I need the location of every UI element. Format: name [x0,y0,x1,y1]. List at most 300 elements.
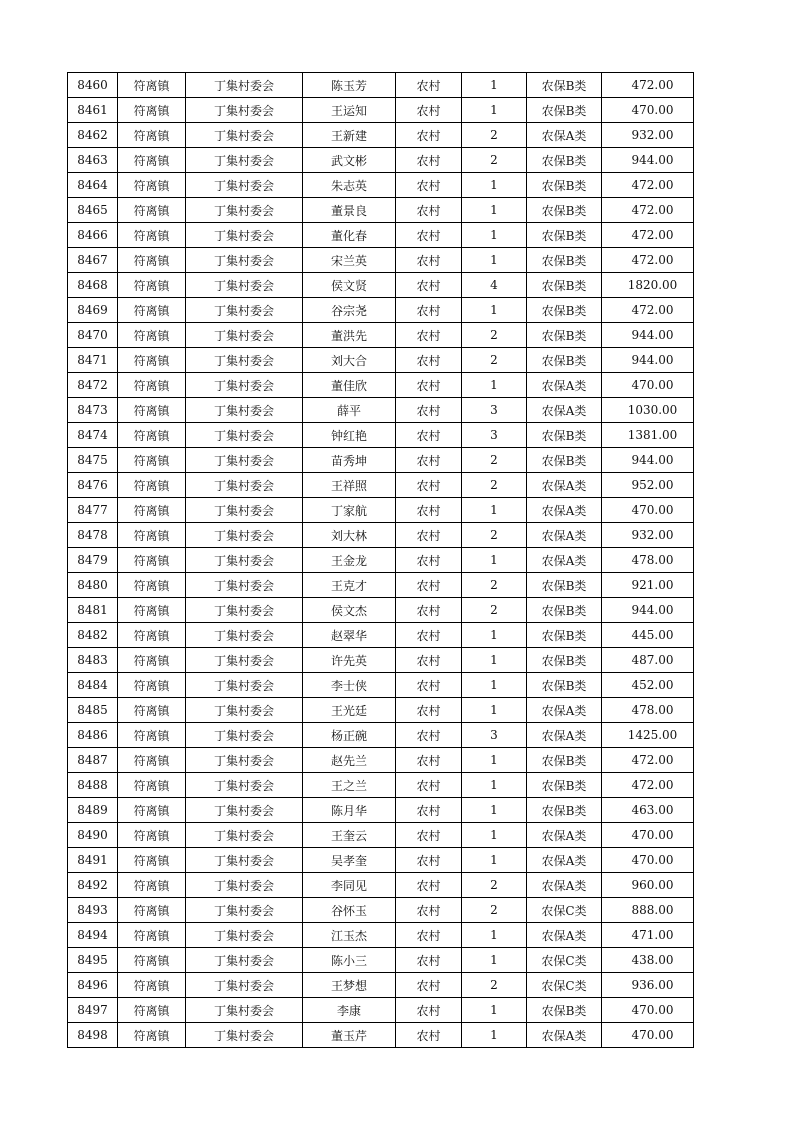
insurance-category-cell: 农保B类 [527,273,602,298]
town-cell: 符离镇 [118,148,186,173]
table-row [68,123,694,148]
table-row [68,498,694,523]
village-committee-cell: 丁集村委会 [186,173,303,198]
row-number-cell: 8463 [68,148,118,173]
village-committee-cell: 丁集村委会 [186,598,303,623]
name-cell: 谷怀玉 [303,898,396,923]
row-number-cell: 8466 [68,223,118,248]
insurance-category-cell: 农保B类 [527,423,602,448]
name-cell: 刘大林 [303,523,396,548]
town-cell: 符离镇 [118,298,186,323]
row-number-cell: 8470 [68,323,118,348]
household-count-cell: 2 [462,873,527,898]
household-count-cell: 1 [462,998,527,1023]
amount-cell: 470.00 [602,98,694,123]
village-committee-cell: 丁集村委会 [186,523,303,548]
area-type-cell: 农村 [396,723,462,748]
row-number-cell: 8485 [68,698,118,723]
name-cell: 王运知 [303,98,396,123]
name-cell: 赵翠华 [303,623,396,648]
household-count-cell: 2 [462,348,527,373]
row-number-cell: 8464 [68,173,118,198]
village-committee-cell: 丁集村委会 [186,848,303,873]
table-row [68,798,694,823]
household-count-cell: 1 [462,848,527,873]
row-number-cell: 8487 [68,748,118,773]
town-cell: 符离镇 [118,573,186,598]
row-number-cell: 8481 [68,598,118,623]
town-cell: 符离镇 [118,698,186,723]
area-type-cell: 农村 [396,548,462,573]
name-cell: 李士侠 [303,673,396,698]
area-type-cell: 农村 [396,498,462,523]
town-cell: 符离镇 [118,473,186,498]
table-row [68,773,694,798]
area-type-cell: 农村 [396,923,462,948]
town-cell: 符离镇 [118,598,186,623]
amount-cell: 472.00 [602,73,694,98]
amount-cell: 438.00 [602,948,694,973]
row-number-cell: 8462 [68,123,118,148]
amount-cell: 470.00 [602,373,694,398]
town-cell: 符离镇 [118,123,186,148]
area-type-cell: 农村 [396,148,462,173]
table-row [68,198,694,223]
row-number-cell: 8493 [68,898,118,923]
insurance-category-cell: 农保A类 [527,523,602,548]
name-cell: 赵先兰 [303,748,396,773]
table-row [68,248,694,273]
town-cell: 符离镇 [118,98,186,123]
household-count-cell: 1 [462,748,527,773]
town-cell: 符离镇 [118,623,186,648]
village-committee-cell: 丁集村委会 [186,623,303,648]
area-type-cell: 农村 [396,73,462,98]
name-cell: 王克才 [303,573,396,598]
household-count-cell: 1 [462,923,527,948]
name-cell: 董景良 [303,198,396,223]
amount-cell: 1381.00 [602,423,694,448]
household-count-cell: 1 [462,773,527,798]
name-cell: 江玉杰 [303,923,396,948]
village-committee-cell: 丁集村委会 [186,473,303,498]
name-cell: 侯文杰 [303,598,396,623]
town-cell: 符离镇 [118,198,186,223]
insurance-category-cell: 农保A类 [527,398,602,423]
insurance-category-cell: 农保C类 [527,973,602,998]
town-cell: 符离镇 [118,748,186,773]
household-count-cell: 1 [462,548,527,573]
insurance-category-cell: 农保A类 [527,923,602,948]
name-cell: 董化春 [303,223,396,248]
name-cell: 王之兰 [303,773,396,798]
table-row [68,873,694,898]
town-cell: 符离镇 [118,423,186,448]
amount-cell: 470.00 [602,998,694,1023]
amount-cell: 952.00 [602,473,694,498]
table-row [68,973,694,998]
area-type-cell: 农村 [396,573,462,598]
name-cell: 董玉芹 [303,1023,396,1048]
amount-cell: 921.00 [602,573,694,598]
village-committee-cell: 丁集村委会 [186,873,303,898]
town-cell: 符离镇 [118,448,186,473]
amount-cell: 470.00 [602,848,694,873]
area-type-cell: 农村 [396,173,462,198]
village-committee-cell: 丁集村委会 [186,773,303,798]
name-cell: 李康 [303,998,396,1023]
town-cell: 符离镇 [118,323,186,348]
row-number-cell: 8479 [68,548,118,573]
amount-cell: 1030.00 [602,398,694,423]
household-count-cell: 1 [462,698,527,723]
household-count-cell: 1 [462,623,527,648]
village-committee-cell: 丁集村委会 [186,348,303,373]
amount-cell: 944.00 [602,348,694,373]
table-row [68,223,694,248]
village-committee-cell: 丁集村委会 [186,248,303,273]
area-type-cell: 农村 [396,998,462,1023]
household-count-cell: 4 [462,273,527,298]
table-row [68,823,694,848]
household-count-cell: 1 [462,648,527,673]
insurance-category-cell: 农保B类 [527,598,602,623]
amount-cell: 471.00 [602,923,694,948]
household-count-cell: 2 [462,123,527,148]
town-cell: 符离镇 [118,523,186,548]
row-number-cell: 8478 [68,523,118,548]
table-row [68,723,694,748]
name-cell: 董佳欣 [303,373,396,398]
village-committee-cell: 丁集村委会 [186,648,303,673]
name-cell: 宋兰英 [303,248,396,273]
table-row [68,148,694,173]
row-number-cell: 8483 [68,648,118,673]
name-cell: 陈小三 [303,948,396,973]
table-row [68,648,694,673]
row-number-cell: 8492 [68,873,118,898]
insurance-category-cell: 农保B类 [527,623,602,648]
table-row [68,948,694,973]
table-row [68,98,694,123]
insurance-category-cell: 农保A类 [527,498,602,523]
area-type-cell: 农村 [396,348,462,373]
household-count-cell: 1 [462,373,527,398]
area-type-cell: 农村 [396,448,462,473]
village-committee-cell: 丁集村委会 [186,498,303,523]
row-number-cell: 8498 [68,1023,118,1048]
table-row [68,573,694,598]
insurance-category-cell: 农保A类 [527,123,602,148]
amount-cell: 472.00 [602,198,694,223]
area-type-cell: 农村 [396,198,462,223]
area-type-cell: 农村 [396,323,462,348]
row-number-cell: 8488 [68,773,118,798]
insurance-category-cell: 农保A类 [527,723,602,748]
name-cell: 王奎云 [303,823,396,848]
amount-cell: 445.00 [602,623,694,648]
insurance-category-cell: 农保B类 [527,98,602,123]
insurance-category-cell: 农保A类 [527,1023,602,1048]
table-row [68,423,694,448]
name-cell: 陈月华 [303,798,396,823]
row-number-cell: 8465 [68,198,118,223]
village-committee-cell: 丁集村委会 [186,298,303,323]
table-row [68,923,694,948]
insurance-category-cell: 农保B类 [527,173,602,198]
table-body [68,73,694,1048]
row-number-cell: 8484 [68,673,118,698]
household-count-cell: 2 [462,323,527,348]
village-committee-cell: 丁集村委会 [186,998,303,1023]
amount-cell: 472.00 [602,748,694,773]
household-count-cell: 1 [462,298,527,323]
village-committee-cell: 丁集村委会 [186,548,303,573]
household-count-cell: 3 [462,423,527,448]
village-committee-cell: 丁集村委会 [186,823,303,848]
town-cell: 符离镇 [118,798,186,823]
name-cell: 王光廷 [303,698,396,723]
row-number-cell: 8480 [68,573,118,598]
table-row [68,273,694,298]
row-number-cell: 8491 [68,848,118,873]
household-count-cell: 1 [462,173,527,198]
town-cell: 符离镇 [118,548,186,573]
row-number-cell: 8494 [68,923,118,948]
village-committee-cell: 丁集村委会 [186,273,303,298]
name-cell: 王金龙 [303,548,396,573]
area-type-cell: 农村 [396,748,462,773]
insurance-category-cell: 农保B类 [527,148,602,173]
amount-cell: 936.00 [602,973,694,998]
name-cell: 薛平 [303,398,396,423]
town-cell: 符离镇 [118,948,186,973]
village-committee-cell: 丁集村委会 [186,223,303,248]
name-cell: 王新建 [303,123,396,148]
name-cell: 侯文贤 [303,273,396,298]
insurance-category-cell: 农保B类 [527,248,602,273]
village-committee-cell: 丁集村委会 [186,98,303,123]
amount-cell: 463.00 [602,798,694,823]
row-number-cell: 8460 [68,73,118,98]
insurance-category-cell: 农保B类 [527,748,602,773]
village-committee-cell: 丁集村委会 [186,898,303,923]
village-committee-cell: 丁集村委会 [186,398,303,423]
amount-cell: 932.00 [602,523,694,548]
row-number-cell: 8486 [68,723,118,748]
table-row [68,1023,694,1048]
household-count-cell: 1 [462,198,527,223]
amount-cell: 1425.00 [602,723,694,748]
table-row [68,523,694,548]
village-committee-cell: 丁集村委会 [186,923,303,948]
household-count-cell: 1 [462,798,527,823]
household-count-cell: 1 [462,98,527,123]
area-type-cell: 农村 [396,648,462,673]
name-cell: 吴孝奎 [303,848,396,873]
name-cell: 朱志英 [303,173,396,198]
name-cell: 武文彬 [303,148,396,173]
amount-cell: 1820.00 [602,273,694,298]
amount-cell: 944.00 [602,323,694,348]
area-type-cell: 农村 [396,873,462,898]
table-row [68,598,694,623]
household-count-cell: 1 [462,1023,527,1048]
amount-cell: 472.00 [602,223,694,248]
village-committee-cell: 丁集村委会 [186,573,303,598]
insurance-category-cell: 农保B类 [527,298,602,323]
name-cell: 丁家航 [303,498,396,523]
household-count-cell: 3 [462,723,527,748]
village-committee-cell: 丁集村委会 [186,948,303,973]
name-cell: 董洪先 [303,323,396,348]
town-cell: 符离镇 [118,998,186,1023]
town-cell: 符离镇 [118,823,186,848]
area-type-cell: 农村 [396,98,462,123]
table-row [68,848,694,873]
household-count-cell: 2 [462,473,527,498]
amount-cell: 478.00 [602,548,694,573]
town-cell: 符离镇 [118,673,186,698]
household-count-cell: 3 [462,398,527,423]
town-cell: 符离镇 [118,1023,186,1048]
area-type-cell: 农村 [396,523,462,548]
area-type-cell: 农村 [396,948,462,973]
insurance-category-cell: 农保A类 [527,373,602,398]
amount-cell: 472.00 [602,173,694,198]
table-row [68,548,694,573]
row-number-cell: 8473 [68,398,118,423]
name-cell: 李同见 [303,873,396,898]
table-row [68,373,694,398]
amount-cell: 960.00 [602,873,694,898]
area-type-cell: 农村 [396,623,462,648]
village-committee-cell: 丁集村委会 [186,148,303,173]
area-type-cell: 农村 [396,398,462,423]
insurance-category-cell: 农保B类 [527,348,602,373]
amount-cell: 944.00 [602,148,694,173]
town-cell: 符离镇 [118,373,186,398]
town-cell: 符离镇 [118,248,186,273]
table-row [68,348,694,373]
name-cell: 王祥照 [303,473,396,498]
insurance-category-cell: 农保A类 [527,548,602,573]
village-committee-cell: 丁集村委会 [186,698,303,723]
village-committee-cell: 丁集村委会 [186,423,303,448]
amount-cell: 487.00 [602,648,694,673]
household-count-cell: 2 [462,573,527,598]
town-cell: 符离镇 [118,223,186,248]
village-committee-cell: 丁集村委会 [186,748,303,773]
town-cell: 符离镇 [118,923,186,948]
town-cell: 符离镇 [118,723,186,748]
row-number-cell: 8467 [68,248,118,273]
village-committee-cell: 丁集村委会 [186,323,303,348]
insurance-category-cell: 农保B类 [527,448,602,473]
area-type-cell: 农村 [396,898,462,923]
village-committee-cell: 丁集村委会 [186,673,303,698]
area-type-cell: 农村 [396,248,462,273]
name-cell: 苗秀坤 [303,448,396,473]
name-cell: 许先英 [303,648,396,673]
household-count-cell: 2 [462,598,527,623]
insurance-category-cell: 农保A类 [527,473,602,498]
town-cell: 符离镇 [118,73,186,98]
insurance-category-cell: 农保B类 [527,773,602,798]
table-row [68,448,694,473]
amount-cell: 888.00 [602,898,694,923]
amount-cell: 944.00 [602,598,694,623]
household-count-cell: 2 [462,523,527,548]
area-type-cell: 农村 [396,798,462,823]
village-committee-cell: 丁集村委会 [186,1023,303,1048]
area-type-cell: 农村 [396,373,462,398]
insurance-category-cell: 农保A类 [527,698,602,723]
row-number-cell: 8468 [68,273,118,298]
amount-cell: 470.00 [602,498,694,523]
household-count-cell: 2 [462,898,527,923]
town-cell: 符离镇 [118,973,186,998]
area-type-cell: 农村 [396,673,462,698]
area-type-cell: 农村 [396,273,462,298]
table-row [68,673,694,698]
row-number-cell: 8461 [68,98,118,123]
household-count-cell: 1 [462,823,527,848]
row-number-cell: 8489 [68,798,118,823]
household-count-cell: 1 [462,673,527,698]
household-count-cell: 1 [462,498,527,523]
row-number-cell: 8490 [68,823,118,848]
row-number-cell: 8495 [68,948,118,973]
insurance-category-cell: 农保B类 [527,998,602,1023]
table-row [68,73,694,98]
row-number-cell: 8471 [68,348,118,373]
area-type-cell: 农村 [396,298,462,323]
area-type-cell: 农村 [396,823,462,848]
table-row [68,748,694,773]
village-committee-cell: 丁集村委会 [186,73,303,98]
town-cell: 符离镇 [118,273,186,298]
area-type-cell: 农村 [396,698,462,723]
row-number-cell: 8472 [68,373,118,398]
amount-cell: 478.00 [602,698,694,723]
area-type-cell: 农村 [396,773,462,798]
name-cell: 刘大合 [303,348,396,373]
insurance-category-cell: 农保B类 [527,323,602,348]
amount-cell: 452.00 [602,673,694,698]
row-number-cell: 8496 [68,973,118,998]
beneficiary-table [67,72,694,1048]
area-type-cell: 农村 [396,598,462,623]
area-type-cell: 农村 [396,423,462,448]
household-count-cell: 1 [462,73,527,98]
town-cell: 符离镇 [118,398,186,423]
table-row [68,998,694,1023]
village-committee-cell: 丁集村委会 [186,373,303,398]
insurance-category-cell: 农保B类 [527,73,602,98]
town-cell: 符离镇 [118,898,186,923]
amount-cell: 470.00 [602,1023,694,1048]
village-committee-cell: 丁集村委会 [186,123,303,148]
insurance-category-cell: 农保B类 [527,223,602,248]
village-committee-cell: 丁集村委会 [186,973,303,998]
amount-cell: 932.00 [602,123,694,148]
household-count-cell: 1 [462,948,527,973]
area-type-cell: 农村 [396,473,462,498]
town-cell: 符离镇 [118,773,186,798]
insurance-category-cell: 农保B类 [527,198,602,223]
household-count-cell: 1 [462,248,527,273]
